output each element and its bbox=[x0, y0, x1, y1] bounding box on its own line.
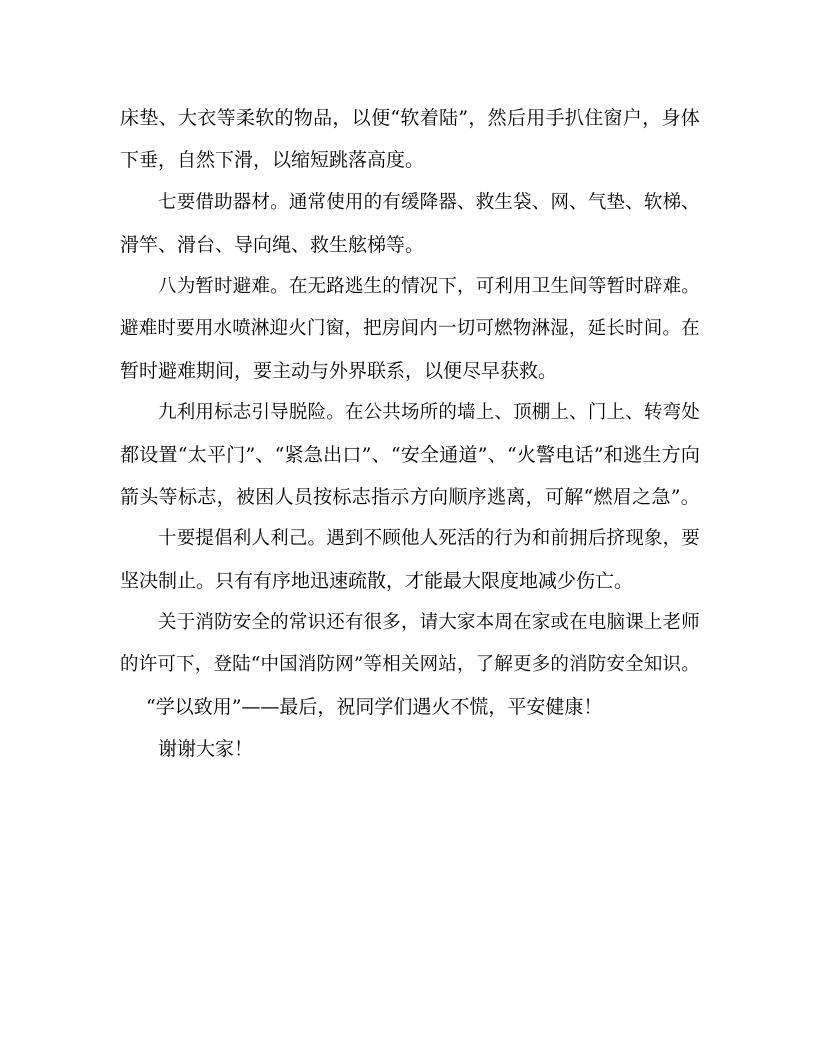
text-line: 七 要 借 助 器 材 。 通 常 使 用 的 有 缓 降 器 、 救 生 袋 、 网 、 气 垫 、 软 梯 、 bbox=[158, 192, 700, 213]
text-line: 关 于 消 防 安 全 的 常 识 还 有 很 多 ， 请 大 家 本 周 在 家 或 在 电 脑 课 上 老 师 bbox=[158, 612, 700, 633]
text-line: 避 难 时 要 用 水 喷 淋 迎 火 门 窗 ， 把 房 间 内 一 切 可 燃 物 淋 湿 ， 延 长 时 间 。 在 bbox=[120, 318, 700, 339]
text-line: 箭 头 等 标 志 ， 被 困 人 员 按 标 志 指 示 方 向 顺 序 逃 离 ， 可 解 “ 燃 眉 之 急 ” 。 bbox=[120, 486, 700, 508]
text-line: 坚决制止。只有有序地迅速疏散，才能最大限度地减少伤亡。 bbox=[120, 570, 634, 592]
text-line: 暂时避难期间，要主动与外界联系，以便尽早获救。 bbox=[120, 360, 558, 382]
text-line: 都 设 置 “ 太 平 门 ” 、 “ 紧 急 出 口 ” 、 “ 安 全 通 道 ” 、 “ 火 警 电 话 ” 和 逃 生 方 向 bbox=[120, 444, 700, 466]
text-line: 十 要 提 倡 利 人 利 己 。 遇 到 不 顾 他 人 死 活 的 行 为 和 前 拥 后 挤 现 象 ， 要 bbox=[158, 528, 700, 549]
text-line: “学以致用”——最后，祝同学们遇火不慌，平安健康！ bbox=[146, 696, 603, 718]
text-line: 床 垫 、 大 衣 等 柔 软 的 物 品 ， 以 便 “ 软 着 陆 ” ， 然 后 用 手 扒 住 窗 户 ， 身 体 bbox=[120, 107, 700, 129]
text-line: 九 利 用 标 志 引 导 脱 险 。 在 公 共 场 所 的 墙 上 、 顶 棚 上 、 门 上 、 转 弯 处 bbox=[158, 402, 700, 423]
text-line: 的 许 可 下 ， 登 陆 “ 中 国 消 防 网 ” 等 相 关 网 站 ， 了 解 更 多 的 消 防 安 全 知 识 。 bbox=[120, 654, 700, 675]
text-line: 谢谢大家！ bbox=[158, 738, 254, 760]
text-line: 下垂，自然下滑，以缩短跳落高度。 bbox=[120, 149, 425, 171]
text-line: 滑竿、滑台、导向绳、救生舷梯等。 bbox=[120, 234, 425, 256]
text-line: 八 为 暂 时 避 难 。 在 无 路 逃 生 的 情 况 下 ， 可 利 用 卫 生 间 等 暂 时 辟 难 。 bbox=[158, 276, 700, 297]
